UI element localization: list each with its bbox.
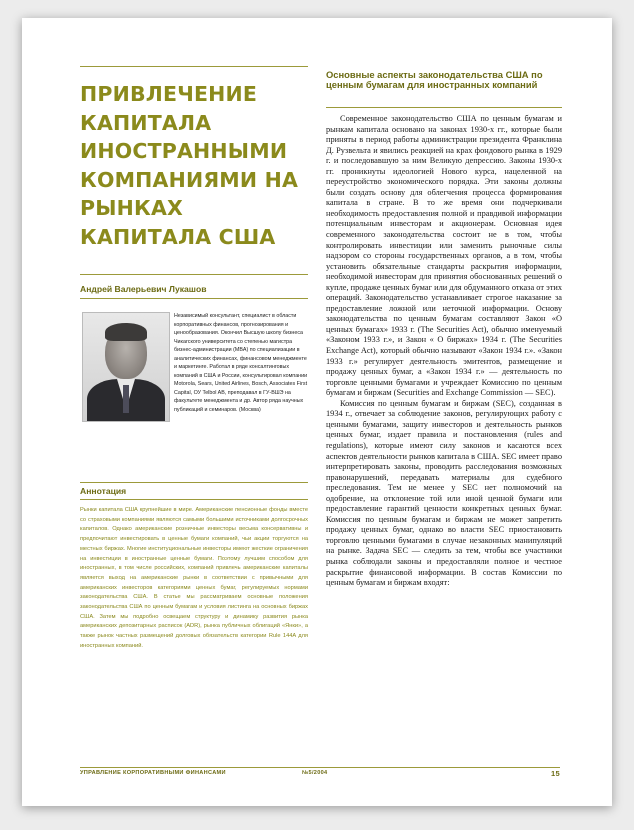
annotation-heading: Аннотация xyxy=(80,486,127,496)
annotation-text: Рынки капитала США крупнейшие в мире. Американские пенсионные фонды вместе со страховыми компаниями являются самыми большими источниками долгосрочных капиталов. Однако американские розничные инвесторы весьма консервативны и предпочитают инвестировать в ценные бумаги компаний, чьи акции торгуются на местных биржах. Многие институциональные инвесторы имеют жесткие ограничения на инвестиции в иностранные ценные бумаги. Поэтому лучшим способом для иностранных, в том числе российских, компаний привлечь американские капиталы является выход на американские рынки в соответствии с привычными для американских инвесторов категориями ценных бумаг, регулируемых нормами законодательства США. В статье мы рассматриваем основные положения законодательства США по ценным бумагам и условия листинга на основных биржах США. Затем мы подробно освещаем структуру и динамику развития рынка американских депозитарных расписок (ADR), рынка публичных облигаций «Янки», а также рынок частных размещений долговых обязательств категории Rule 144A для иностранных компаний. xyxy=(80,507,308,649)
journal-page xyxy=(22,18,612,806)
section-heading: Основные аспекты законодательства США по ценным бумагам для иностранных компаний xyxy=(326,69,543,91)
body-paragraph: Комиссия по ценным бумагам и биржам (SEC), созданная в 1934 г., отвечает за соблюдение законов, регулирующих работу с ценными бумагами, защиту инвесторов и деятельность рынков ценных бумаг, издает правила и постановления (rules and regulations), которые имеют силу законов и касаются всех аспектов деятельности рынков капитала в США. SEC имеет право интерпретировать законы, проводить расследования возможных правонарушений, передавать материалы для судебного преследования. Тем не менее у SEC нет полномочий на одобрение, на отклонение той или иной ценной бумаги или предоставление гарантий ценности конкретных ценных бумаг. Комиссия по ценным бумагам и биржам не может запретить продажу ценных бумаг, однако во власти SEC приостановить торговлю ценными бумагами в случае незаконных манипуляций на рынке. Задача SEC — следить за тем, чтобы все участники рынка соблюдали законы и предоставляли полное и честное раскрытие финансовой информации. В состав Комиссии по ценным бумагам и биржам входят: xyxy=(326,398,562,588)
title-bottom-rule xyxy=(80,274,308,275)
footer-rule xyxy=(80,767,560,768)
body-paragraph: Современное законодательство США по ценным бумагам и рынкам капитала основано на законах 1930-х гг., которые были приняты в период работы администрации президента Франклина Д. Рузвельта и явились реакцией на крах фондового рынка в 1929 г. и последовавшую за ним Великую депрессию. Законы 1930-х гг. проникнуты идеологией Нового курса, нацеленной на переустройство экономического порядка. Эти законы должны были создать основу для облегчения процесса формирования капитала в стране. В то же время они подчеркивали необходимость предоставления полной и правдивой информации потенциальным инвесторам и акционерам. Основная идея современного законодательства состоит не в том, чтобы контролировать инвестиции или заменить рыночные силы надзором со стороны государственных органов, а в том, чтобы установить обязательные стандарты раскрытия информации, необходимой инвесторам для принятия обоснованных решений о купле, продаже ценных бумаг или для обдуманного отказа от этих операций. Законодательство устанавливает строгое наказание за предоставление ложной или неточной информации. Основу законодательства по ценным бумагам составляют Закон «О ценных бумагах» 1933 г. (The Securities Act), обычно именуемый «Законом 1933 г.», и Закон « О биржах» 1934 г. (The Securities Exchange Act), который обычно называют «Закон 1934 г.». «Закон 1933 г.» регулирует деятельность эмитентов, размещение и продажу ценных бумаг, а «Закон 1934 г.» — деятельность по торговле ценными бумагами и учреждает Комиссию по ценным бумагам и биржам (Securities and Exchange Commission — SEC). xyxy=(326,114,562,398)
issue-number: №5/2004 xyxy=(302,770,328,776)
photo-tie xyxy=(123,385,129,413)
author-bio: Независимый консультант, специалист в области корпоративных финансов, прогнозирования и ценообразования. Окончил Высшую школу бизнеса Чикагского университета со степенью магистра бизнес-администрации (MBA) по специализации в аналитических финансах, финансовом менеджменте и маркетинге. Работал в ряде консалтинговых компаний в США и России, консультировал компании Motorola, Sears, United Airlines, Bosch, Associates First Capital, ОУ Telbol AB, преподавал в ГУ-ВШЭ на факультете менеджмента и др. Автор ряда научных публикаций и семинаров. (Москва) xyxy=(174,313,308,414)
page-number: 15 xyxy=(551,769,560,778)
photo-hair xyxy=(105,323,147,341)
journal-name: УПРАВЛЕНИЕ КОРПОРАТИВНЫМИ ФИНАНСАМИ xyxy=(80,770,226,776)
author-photo xyxy=(82,312,170,422)
section-rule xyxy=(326,107,562,108)
author-name: Андрей Валерьевич Лукашов xyxy=(80,284,207,294)
article-title: ПРИВЛЕЧЕНИЕ КАПИТАЛА ИНОСТРАННЫМИ КОМПАНИЯМИ НА РЫНКАХ КАПИТАЛА США xyxy=(80,82,299,249)
title-top-rule xyxy=(80,66,308,67)
annotation-bottom-rule xyxy=(80,499,308,500)
author-rule xyxy=(80,298,308,299)
annotation-top-rule xyxy=(80,482,308,483)
article-body xyxy=(326,114,562,589)
